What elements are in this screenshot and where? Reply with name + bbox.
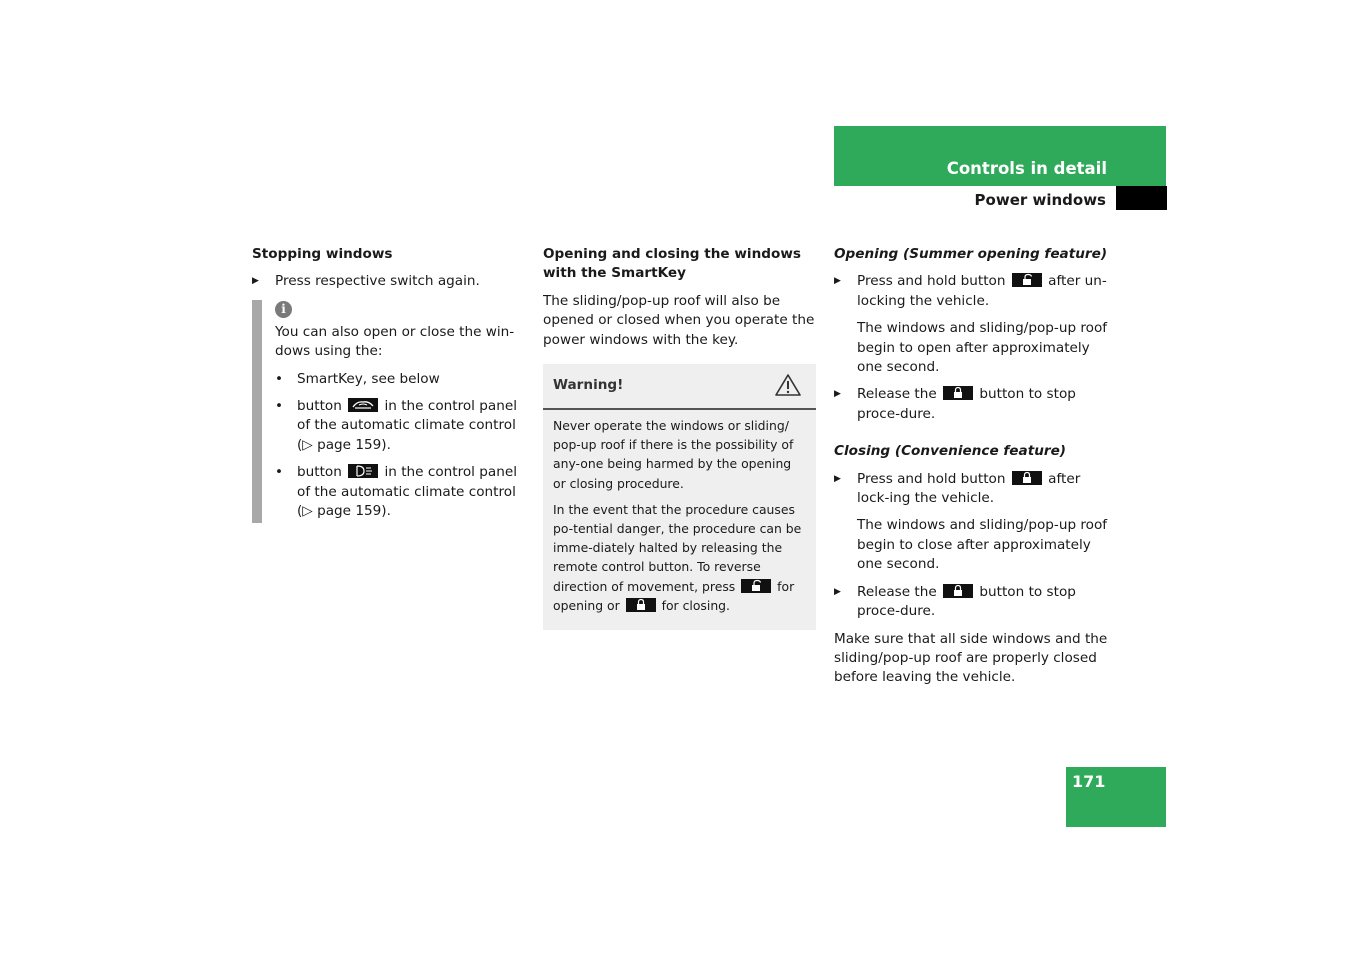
bullet-text-post: in the control panel of the automatic climate control (▷ page 159). [297,398,517,453]
step-press-switch: ▶ Press respective switch again. [252,272,526,291]
header-marker [1116,186,1167,210]
heading-stopping-windows: Stopping windows [252,246,393,262]
lock-key-icon [943,386,973,400]
warning-title: Warning! [553,377,624,394]
warning-paragraph-2 [553,500,806,615]
open-note: The windows and sliding/pop-up roof begin to open after approximately one second. [857,320,1108,376]
step-open-release [834,385,1110,424]
bullet-recirc-button [275,397,526,455]
step-open-hold [834,272,1110,311]
bullet-text-pre: button [297,398,342,415]
column-smartkey [543,245,816,630]
step-text-pre: Release the [857,583,937,600]
info-intro: You can also open or close the win-dows using the: [275,323,515,360]
step-text-post: after lock-ing the vehicle. [857,470,1081,507]
bullet-ventilation-button [275,463,526,521]
window-vent-icon [348,464,378,478]
column-open-close [834,245,1110,696]
column-stopping-windows [252,245,526,529]
bullet-text-pre: button [297,464,342,481]
unlock-key-icon [741,579,771,593]
step-text-pre: Release the [857,386,937,403]
step-text-pre: Press and hold button [857,273,1006,290]
lock-key-icon [626,598,656,612]
unlock-key-icon [1012,273,1042,287]
subsection-title: Power windows [974,191,1106,209]
section-title: Controls in detail [946,159,1107,178]
step-close-hold [834,470,1110,509]
step-text-pre: Press and hold button [857,470,1006,487]
final-paragraph: Make sure that all side windows and the sliding/pop-up roof are properly closed before leaving the vehicle. [834,630,1108,686]
header-banner [834,126,1166,186]
page-number: 171 [1072,772,1106,791]
close-note: The windows and sliding/pop-up roof begin to close after approximately one second. [857,517,1108,573]
warning-box [543,364,816,630]
warning-header [543,364,816,410]
warning-triangle-icon [774,373,802,403]
bullet-text-post: in the control panel of the automatic climate control (▷ page 159). [297,464,517,520]
warning-body [543,410,816,615]
step-text-post: button to stop proce-dure. [857,386,1076,422]
bullet-smartkey: • SmartKey, see below [275,370,526,389]
warning-text-post: for closing. [661,597,730,613]
step-close-release [834,583,1110,622]
lock-key-icon [1012,471,1042,485]
info-bar [252,300,262,523]
heading-opening: Opening (Summer opening feature) [834,246,1108,262]
step-text-post: button to stop proce-dure. [857,583,1076,620]
heading-closing: Closing (Convenience feature) [834,443,1067,460]
page-number-box [1066,767,1166,827]
air-recirculation-icon [348,398,378,412]
smartkey-paragraph: The sliding/pop-up roof will also be opened or closed when you operate the power windows with the key. [543,292,815,348]
lock-key-icon [943,584,973,598]
heading-smartkey: Opening and closing the windows with the SmartKey [543,246,801,282]
warning-text-mid: for opening or [553,578,795,613]
warning-text-pre: In the event that the procedure causes po-tential danger, the procedure can be imme-diately halted by releasing the remote control button. To reverse direction of movement, press [553,501,802,594]
info-note [252,300,526,522]
info-icon: i [275,301,292,318]
step-text-post: after un-locking the vehicle. [857,273,1107,309]
warning-paragraph-1: Never operate the windows or sliding/ pop-up roof if there is the possibility of any-one being harmed by the opening or closing procedure. [553,418,794,491]
